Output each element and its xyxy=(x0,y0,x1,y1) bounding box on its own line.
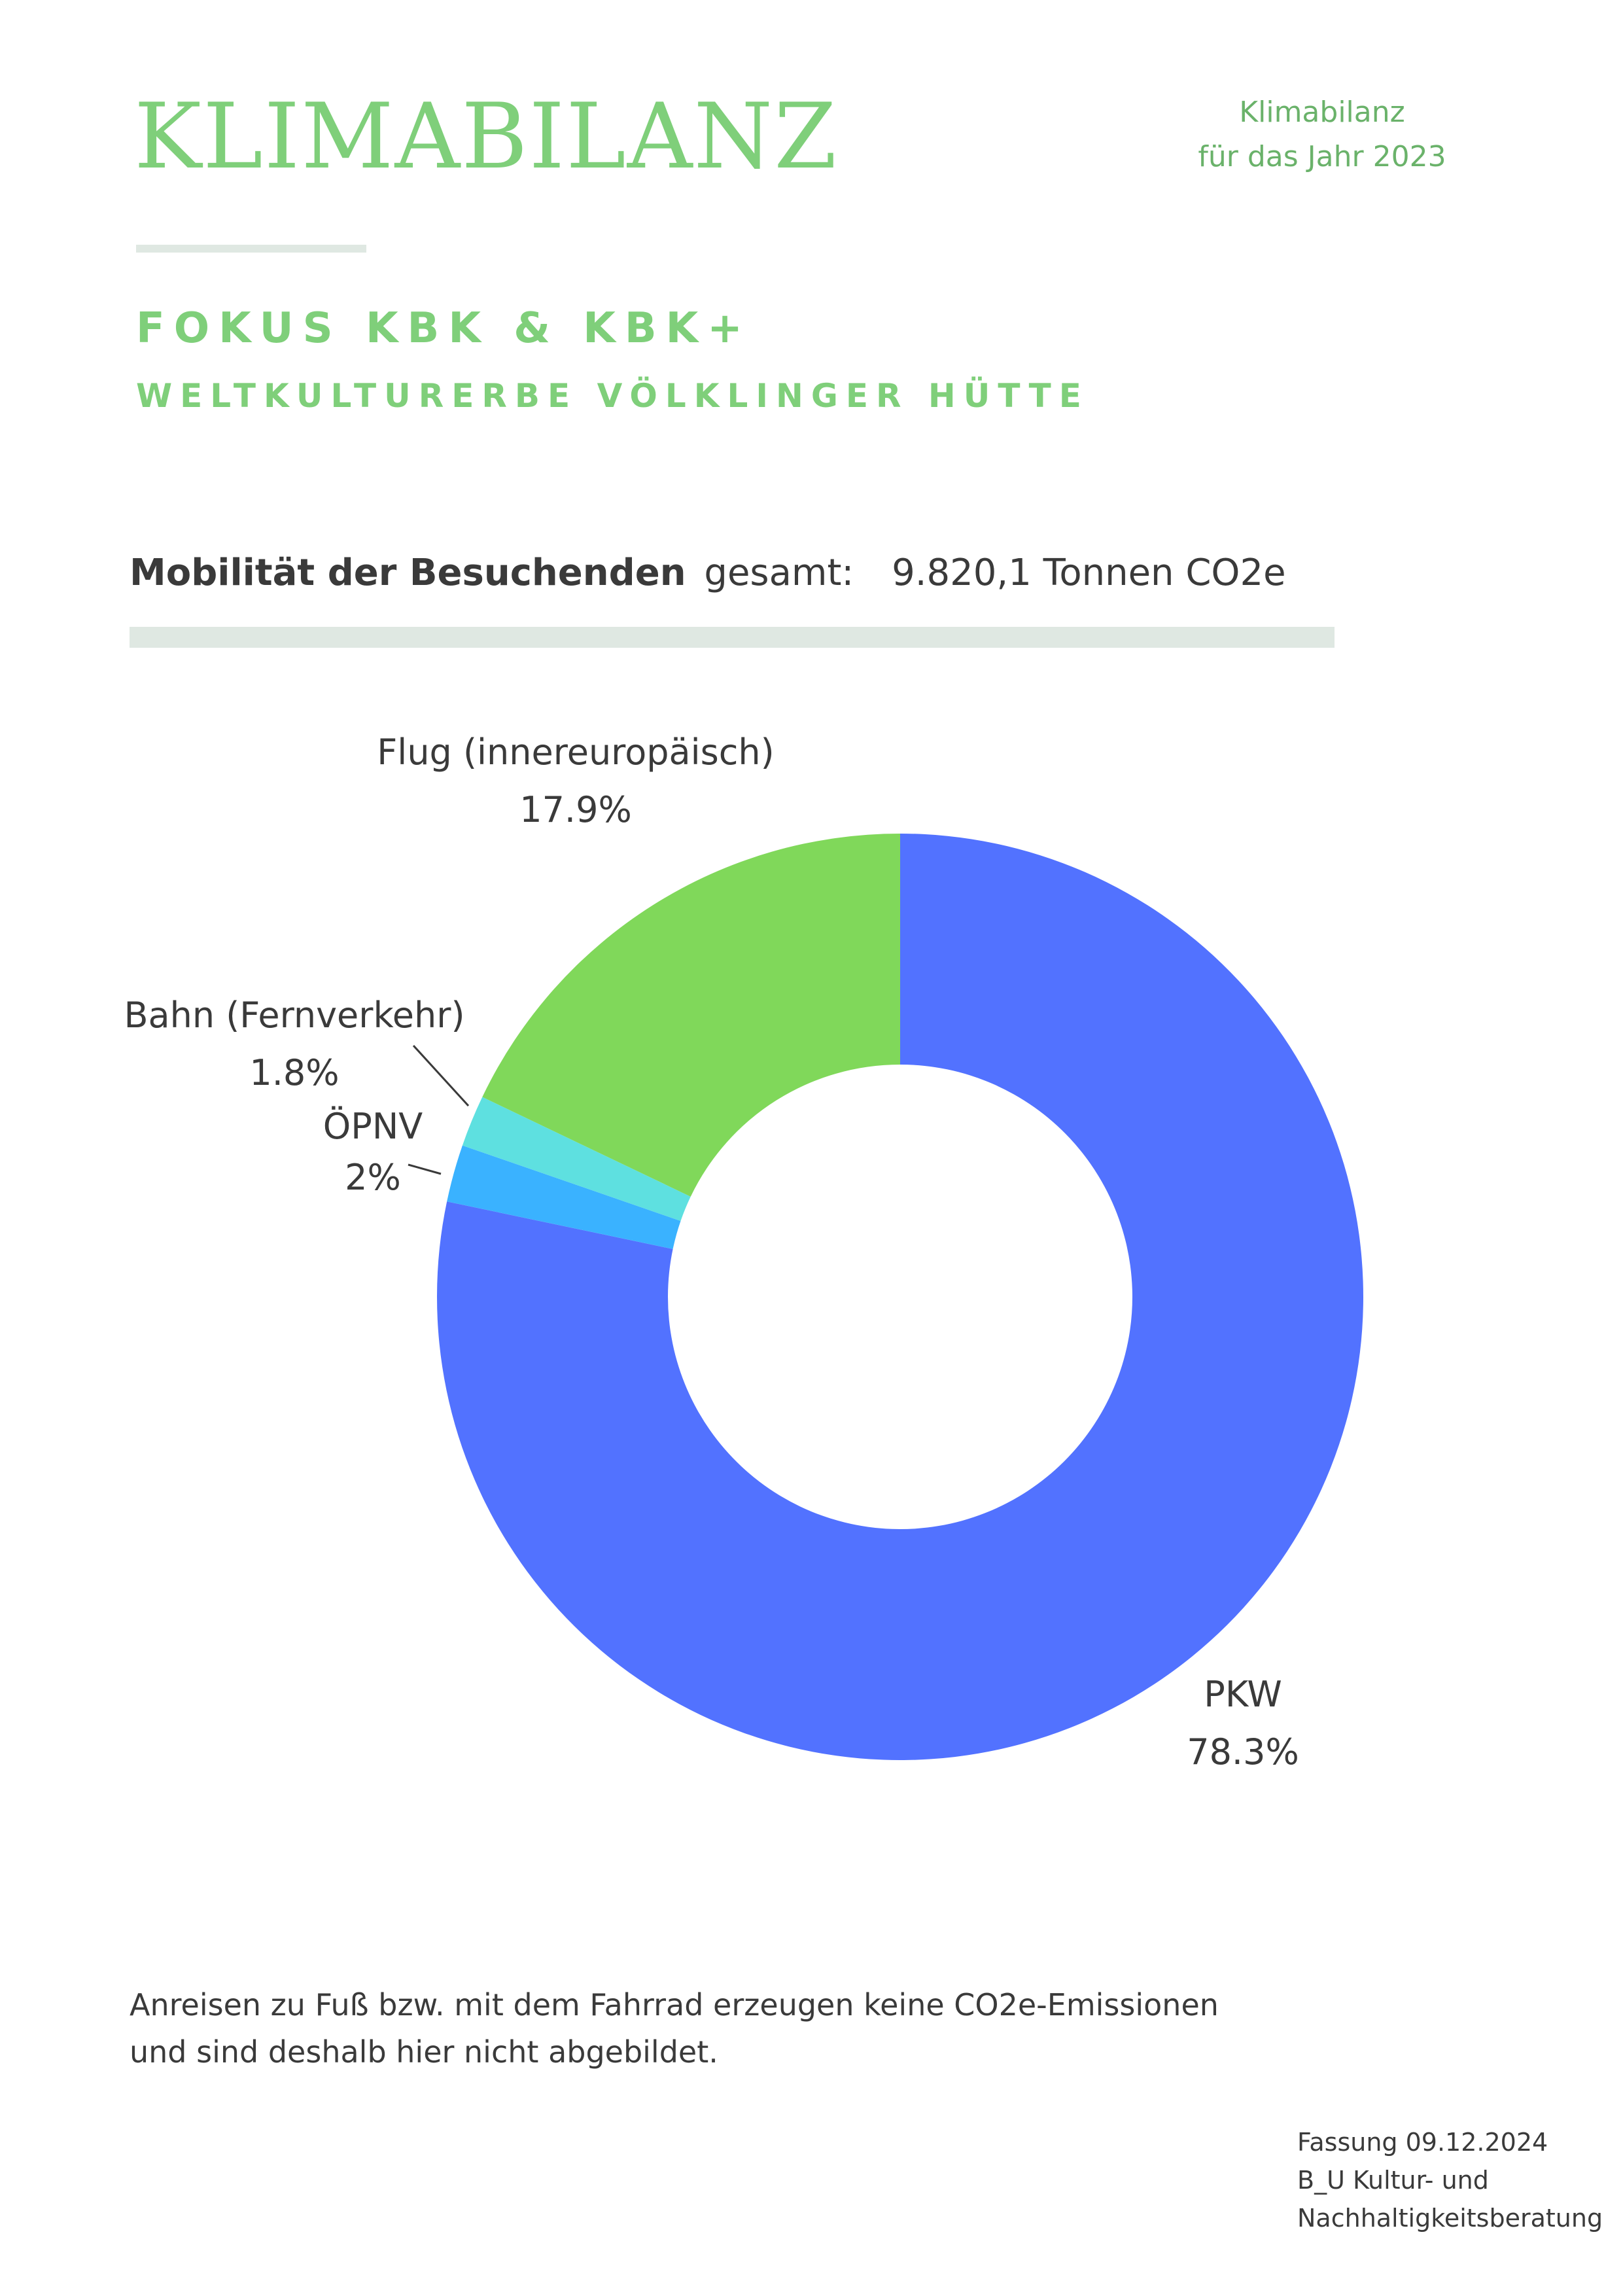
label-bahn-name: Bahn (Fernverkehr) xyxy=(124,995,465,1036)
focus-heading: FOKUS KBK & KBK+ xyxy=(136,304,752,353)
leader-line-oepnv xyxy=(408,1165,441,1174)
label-pkw-name: PKW xyxy=(1204,1674,1282,1715)
label-oepnv-value: 2% xyxy=(345,1157,401,1198)
label-flug-value: 17.9% xyxy=(519,789,632,830)
page-title: KLIMABILANZ xyxy=(134,84,839,189)
author-line-2: Nachhaltigkeitsberatung xyxy=(1297,2204,1603,2233)
version-date: Fassung 09.12.2024 xyxy=(1297,2128,1548,2157)
headline-total-value: 9.820,1 Tonnen CO2e xyxy=(892,552,1286,594)
footnote-line-1: Anreisen zu Fuß bzw. mit dem Fahrrad erzeugen keine CO2e-Emissionen xyxy=(130,1987,1219,2022)
leader-line-bahn xyxy=(413,1046,468,1106)
label-flug-name: Flug (innereuropäisch) xyxy=(377,732,775,773)
label-pkw-value: 78.3% xyxy=(1187,1731,1299,1773)
donut-slices xyxy=(437,834,1363,1760)
author-line-1: B_U Kultur- und xyxy=(1297,2166,1489,2195)
label-oepnv-name: ÖPNV xyxy=(323,1106,423,1147)
headline-total-label: gesamt: xyxy=(704,552,854,594)
footnote-line-2: und sind deshalb hier nicht abgebildet. xyxy=(130,2034,718,2070)
location-subtitle: WELTKULTURERBE VÖLKLINGER HÜTTE xyxy=(136,377,1089,415)
report-year: für das Jahr 2023 xyxy=(1198,140,1446,173)
label-bahn-value: 1.8% xyxy=(249,1052,340,1093)
headline-topic: Mobilität der Besuchenden xyxy=(130,552,686,594)
version-footer xyxy=(1297,2123,1603,2237)
report-label: Klimabilanz xyxy=(1239,96,1405,129)
footnote xyxy=(130,1981,1219,2075)
